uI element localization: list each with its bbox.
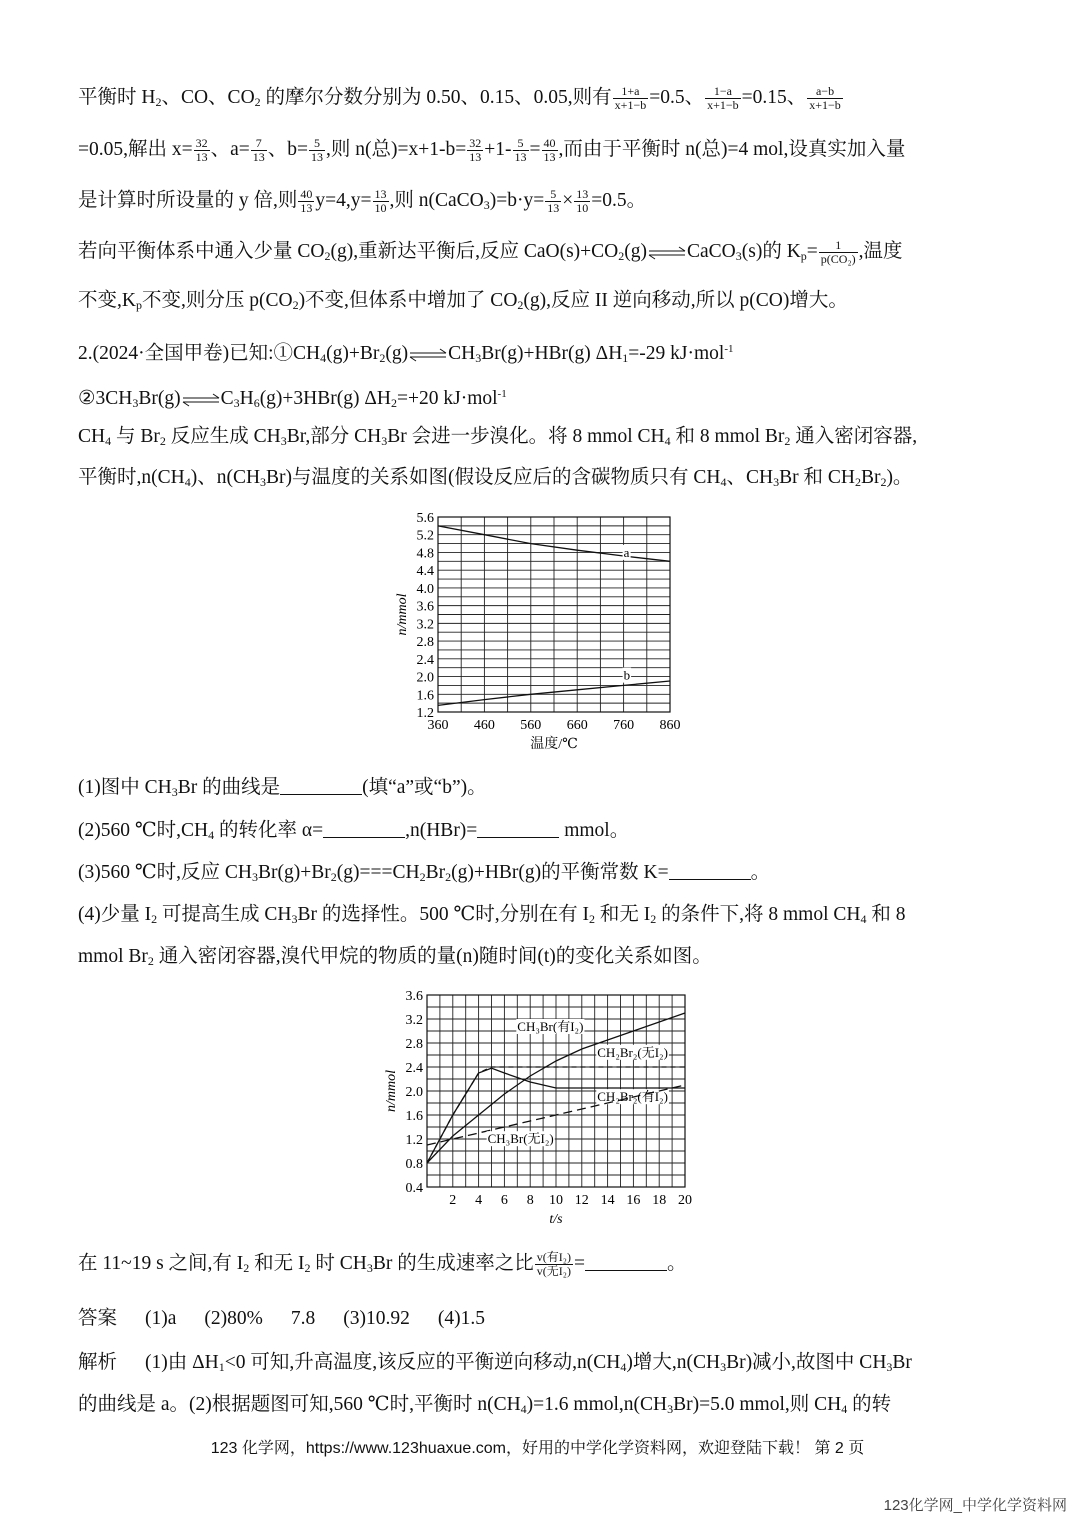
subquestion-4-line-2: mmol $Br_2$ 通入密闭容器,溴代甲烷的物质的量(n)随时间(t)的变化关系如图。: [78, 946, 712, 968]
para-line-1: 平衡时 $H_2$、CO、$CO_2$ 的摩尔分数分别为 0.50、0.15、0.05,则有 $\frac{1+a}{x+1-b}$ =0.5、 $\frac{1-a}{x+1-b}$ =0.15、 $\frac{a-b}{x+1-b}$: [78, 84, 841, 113]
y-tick-label: 1.2: [416, 706, 434, 721]
answer-blank: [585, 1252, 667, 1271]
question-line-2: $②3CH_3Br(g)$ $C_3H_6(g)+3HBr(g)$ $\Delta H_2=+20$ kJ·mol$^{-1}$: [78, 388, 507, 410]
answer-line: 答案 (1)a (2)80% 7.8 (3)10.92 (4)1.5: [78, 1308, 486, 1329]
question-line-4: 平衡时$,n(CH_4)$、$n(CH_3Br)$与温度的关系如图(假设反应后的含碳物质只有 $CH_4$、$CH_3Br$ 和 $CH_2Br_2$)。: [78, 467, 913, 489]
y-tick-label: 2.8: [416, 635, 434, 651]
x-tick-label: 12: [574, 1193, 589, 1208]
x-tick-label: 660: [566, 718, 588, 733]
y-tick-label: 4.8: [416, 546, 434, 562]
y-tick-label: 3.2: [416, 617, 434, 633]
y-tick-label: 5.2: [416, 528, 434, 544]
y-tick-label: 2.0: [405, 1085, 423, 1100]
x-tick-label: 16: [626, 1193, 641, 1208]
temperature-chart: [380, 505, 700, 760]
y-tick-label: 2.8: [405, 1037, 423, 1052]
y-tick-label: 0.4: [405, 1181, 423, 1196]
question-line-1: 2.(2024·全国甲卷)已知$:①CH_4(g)+Br_2(g)$ $CH_3Br(g)+HBr(g)$ $\Delta H_1=-29$ kJ·mol$^{-1}$: [78, 343, 734, 365]
fraction: $\frac{a-b}{x+1-b}$: [809, 84, 841, 113]
series-label: CH₂Br₂(无I₂): [597, 1044, 668, 1060]
answer-blank: [280, 776, 362, 795]
y-tick-label: 4.0: [416, 581, 434, 597]
answer-blank: [477, 819, 559, 838]
y-tick-label: 2.4: [416, 652, 434, 668]
x-tick-label: 560: [520, 718, 542, 733]
subquestion-1: (1)图中 $CH_3Br$ 的曲线是 (填“a”或“b”)。: [78, 777, 487, 799]
y-tick-label: 2.0: [416, 670, 434, 686]
y-tick-label: 3.6: [405, 989, 423, 1004]
series-label: CH₂Br₂(有I₂): [597, 1089, 668, 1105]
x-tick-label: 14: [600, 1193, 615, 1208]
x-tick-label: 18: [652, 1193, 667, 1208]
x-axis-label: 温度/℃: [530, 737, 578, 752]
series-label: CH₃Br(无I₂): [487, 1131, 554, 1147]
watermark: 123化学网_中学化学资料网: [883, 1497, 1067, 1514]
x-tick-label: 6: [500, 1193, 508, 1208]
page-footer: 123 化学网，https://www.123huaxue.com，好用的中学化学资料网，欢迎登陆下载！ 第 2 页: [210, 1440, 865, 1457]
y-tick-label: 2.4: [405, 1061, 423, 1076]
x-tick-label: 460: [473, 718, 495, 733]
y-tick-label: 0.8: [405, 1157, 423, 1172]
x-tick-label: 760: [613, 718, 635, 733]
y-tick-label: 1.6: [405, 1109, 423, 1124]
series-label: b: [623, 667, 631, 683]
y-tick-label: 3.6: [416, 599, 434, 615]
series-label: CH₃Br(有I₂): [517, 1019, 584, 1034]
answer-blank: [669, 861, 751, 880]
x-tick-label: 4: [475, 1193, 483, 1208]
x-tick-label: 8: [526, 1193, 534, 1208]
time-chart: [375, 983, 705, 1228]
equilibrium-arrow-icon: [408, 348, 448, 362]
fraction: $\frac{1-a}{x+1-b}$: [707, 84, 739, 113]
x-tick-label: 2: [449, 1193, 457, 1208]
x-tick-label: 20: [678, 1193, 692, 1208]
y-tick-label: 1.6: [416, 688, 434, 704]
para-line-3: 是计算时所设量的 y 倍,则 $\frac{40}{13}$ y=4,y= $\frac{13}{10}$ ,则 n(CaCO$_3$)=b·y= $\frac{5}{13}$ × $\frac{13}{10}$ =0.5。: [78, 187, 647, 216]
para-line-5: 不变$,K_p$不变,则分压 $p(CO_2)$不变,但体系中增加了 $CO_2(g)$,反应 II 逆向移动,所以 p(CO)增大。: [78, 290, 848, 312]
answer-blank: [323, 819, 405, 838]
para-line-4: 若向平衡体系中通入少量 $CO_2(g)$,重新达平衡后,反应 $CaO(s)+CO_2(g)$ CaCO$_3$(s)的 $K_p=$ $\frac{1}{\text{p(CO₂)}}$ ,温度: [78, 238, 903, 267]
x-tick-label: 360: [427, 718, 449, 733]
subquestion-4-line-1: (4)少量 $I_2$ 可提高生成 $CH_3Br$ 的选择性。500 ℃时,分别在有 $I_2$ 和无 $I_2$ 的条件下,将 8 mmol $CH_4$ 和 8: [78, 904, 906, 926]
para-line-2: =0.05,解出 x= $\frac{32}{13}$ 、a= $\frac{7}{13}$ 、b= $\frac{5}{13}$ ,则 n(总)=x+1-b= $\frac{32}{13}$ +1- $\frac{5}{13}$ = $\frac{40}{13}$ ,而由于平衡时 n(总)=4 mol,设真实加入量: [78, 136, 906, 165]
x-tick-label: 10: [549, 1193, 563, 1208]
equilibrium-arrow-icon: [647, 246, 687, 260]
subquestion-3: (3)560 ℃时,反应 $CH_3Br(g)+Br_2(g)===CH_2Br_2(g)+HBr(g)$的平衡常数 K= 。: [78, 862, 771, 884]
y-tick-label: 1.2: [405, 1133, 423, 1148]
subquestion-4-line-3: 在 11~19 s 之间,有 $I_2$ 和无 $I_2$ 时 $CH_3Br$ 的生成速率之比 $\frac{\text{v(有I₂)}}{\text{v(无I₂)}}$ = 。: [78, 1250, 687, 1279]
x-tick-label: 860: [659, 718, 681, 733]
y-axis-label: n/mmol: [384, 1070, 399, 1112]
y-tick-label: 4.4: [416, 564, 434, 580]
y-tick-label: 5.6: [416, 511, 434, 526]
y-axis-label: n/mmol: [395, 593, 410, 636]
y-tick-label: 3.2: [405, 1013, 423, 1028]
subquestion-2: (2)560 ℃时$,CH_4$ 的转化率 α= ,n(HBr)= mmol。: [78, 820, 630, 842]
question-line-3: $CH_4$ 与 $Br_2$ 反应生成 $CH_3Br$,部分 $CH_3Br$ 会进一步溴化。将 8 mmol $CH_4$ 和 8 mmol $Br_2$ 通入密闭容器,: [78, 426, 918, 448]
analysis-line-2: 的曲线是 a。(2)根据题图可知,560 ℃时,平衡时 $n(CH_4)=1.6$ $mmol,n(CH_3Br)=5.0$ mmol,则 $CH_4$ 的转: [78, 1394, 892, 1416]
fraction: $\frac{1+a}{x+1-b}$: [614, 84, 647, 113]
x-axis-label: t/s: [549, 1212, 563, 1227]
analysis-line-1: 解析 (1)由 $\Delta H_1<0$ 可知,升高温度,该反应的平衡逆向移动$,n(CH_4)$增大$,n(CH_3Br)$减小,故图中 $CH_3Br$: [78, 1352, 912, 1374]
series-label: a: [623, 544, 630, 560]
equilibrium-arrow-icon: [181, 393, 221, 407]
